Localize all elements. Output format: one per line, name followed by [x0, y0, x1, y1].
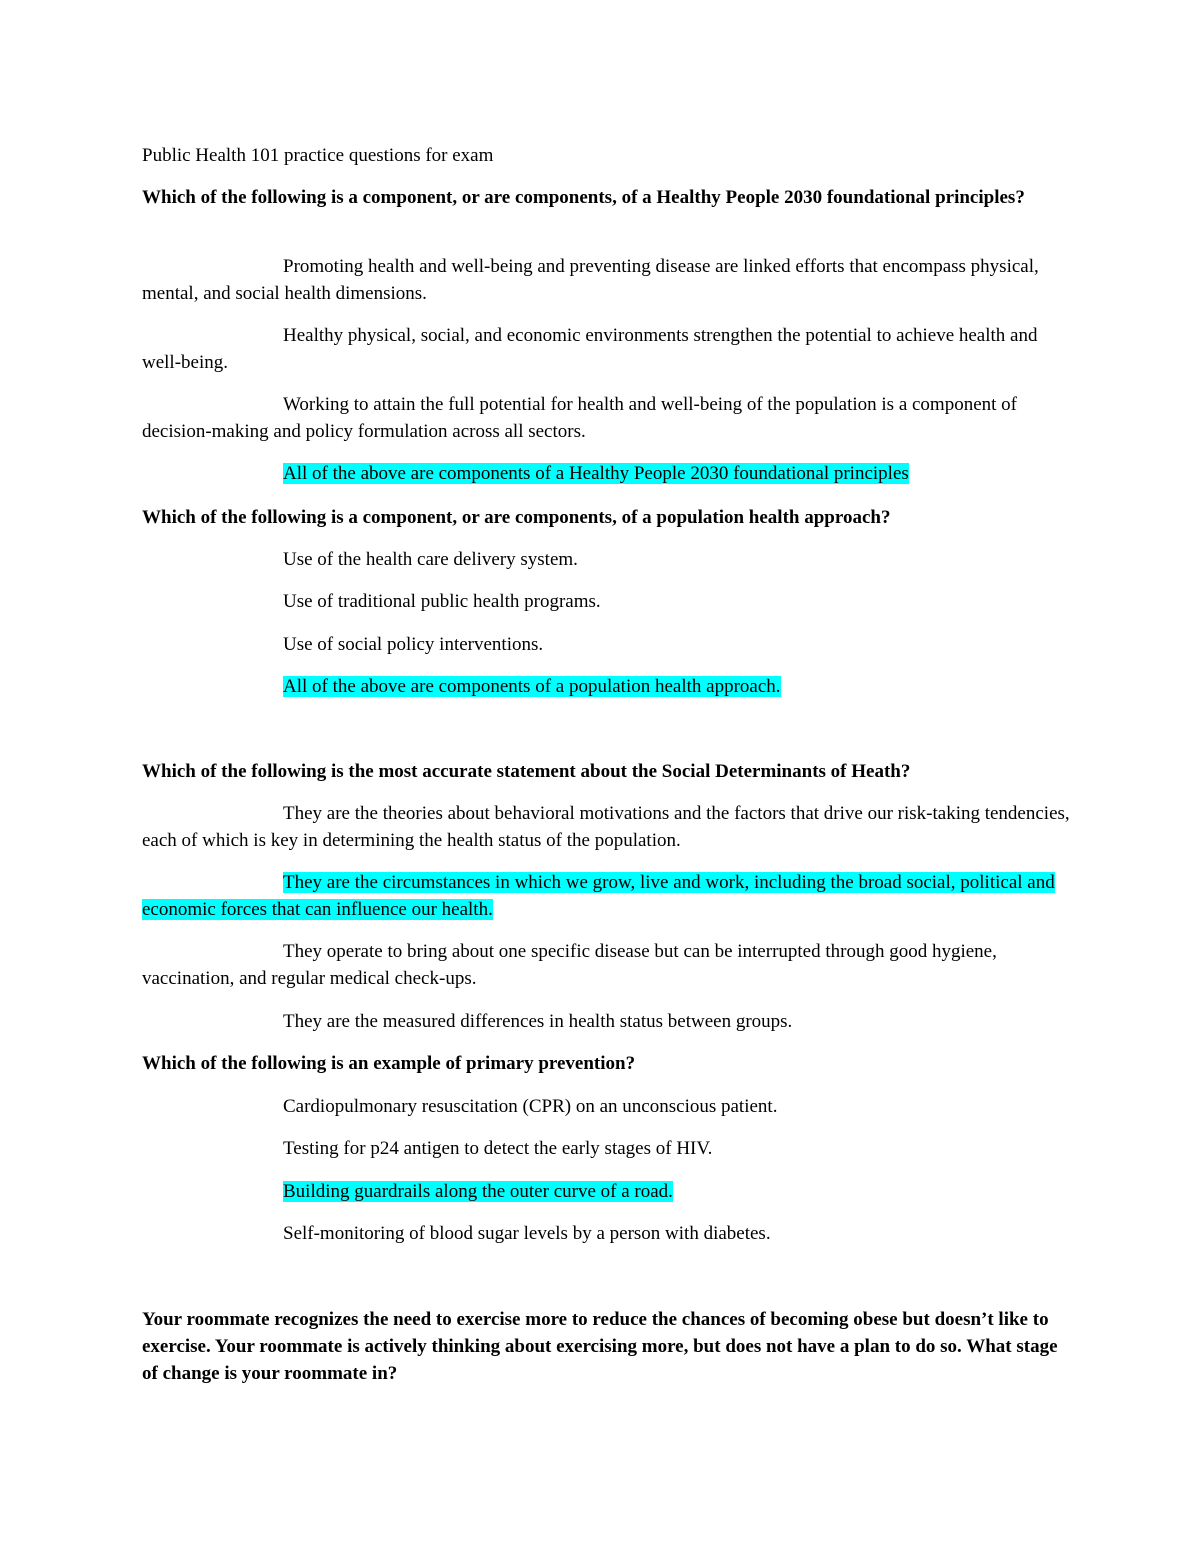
option-text: Use of the health care delivery system.	[283, 549, 578, 570]
question-3-option-2	[142, 869, 1072, 923]
option-text: Healthy physical, social, and economic environments strengthen the potential to achieve health and well-being.	[142, 325, 1038, 373]
question-3-prompt: Which of the following is the most accurate statement about the Social Determinants of Heath?	[142, 761, 911, 782]
question-2-option-3	[142, 631, 1072, 658]
question-1-option-1	[142, 253, 1072, 307]
highlighted-answer: All of the above are components of a population health approach.	[283, 676, 781, 697]
option-text: Use of traditional public health programs.	[283, 591, 601, 612]
question-4-option-3	[142, 1178, 1072, 1205]
option-text: Self-monitoring of blood sugar levels by a person with diabetes.	[283, 1223, 771, 1244]
question-1-option-2	[142, 322, 1072, 376]
option-text: Working to attain the full potential for health and well-being of the population is a component of decision-making and policy formulation across all sectors.	[142, 394, 1018, 442]
question-5-prompt: Your roommate recognizes the need to exercise more to reduce the chances of becoming obese but doesn’t like to exercise. Your roommate is actively thinking about exercising more, but does not have a plan to do so. What stage of change is your roommate in?	[142, 1309, 1058, 1384]
question-3-option-3	[142, 938, 1072, 992]
option-text: They operate to bring about one specific disease but can be interrupted through good hygiene, vaccination, and regular medical check-ups.	[142, 941, 997, 989]
question-2-option-1	[142, 546, 1072, 573]
question-4-prompt: Which of the following is an example of primary prevention?	[142, 1053, 636, 1074]
question-4-option-4	[142, 1220, 1072, 1247]
option-text: They are the measured differences in health status between groups.	[283, 1011, 793, 1032]
question-4-option-1	[142, 1093, 1072, 1120]
document-title: Public Health 101 practice questions for exam	[142, 145, 494, 166]
question-2-option-2	[142, 588, 1072, 615]
question-1-option-3	[142, 391, 1072, 445]
highlighted-answer: They are the circumstances in which we grow, live and work, including the broad social, political and economic forces that can influence our health.	[142, 872, 1055, 920]
highlighted-answer: Building guardrails along the outer curve of a road.	[283, 1181, 673, 1202]
question-3-option-4	[142, 1008, 1072, 1035]
option-text: Cardiopulmonary resuscitation (CPR) on an unconscious patient.	[283, 1096, 778, 1117]
question-2-prompt: Which of the following is a component, or are components, of a population health approach?	[142, 507, 891, 528]
option-text: They are the theories about behavioral motivations and the factors that drive our risk-taking tendencies, each of which is key in determining the health status of the population.	[142, 803, 1070, 851]
option-text: Testing for p24 antigen to detect the early stages of HIV.	[283, 1138, 713, 1159]
question-3-option-1	[142, 800, 1072, 854]
question-1-option-4	[142, 460, 1072, 487]
highlighted-answer: All of the above are components of a Healthy People 2030 foundational principles	[283, 463, 909, 484]
question-2-option-4	[142, 673, 1072, 700]
option-text: Promoting health and well-being and preventing disease are linked efforts that encompass physical, mental, and social health dimensions.	[142, 256, 1039, 304]
option-text: Use of social policy interventions.	[283, 634, 544, 655]
question-4-option-2	[142, 1135, 1072, 1162]
question-1-prompt: Which of the following is a component, or are components, of a Healthy People 2030 foundational principles?	[142, 187, 1025, 208]
